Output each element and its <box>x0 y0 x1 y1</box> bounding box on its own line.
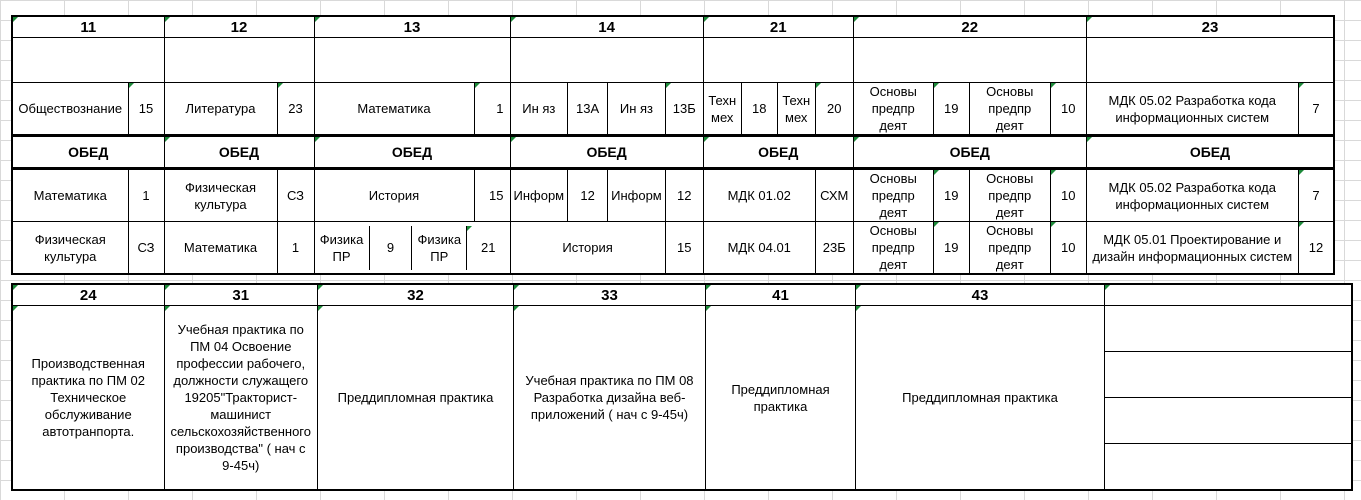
practice-row <box>12 306 1352 491</box>
lunch-cell: ОБЕД <box>12 136 164 169</box>
empty-cell <box>1105 444 1352 489</box>
practice-cell-24: Производственная практика по ПМ 02 Техническое обслуживание автотранпорта. <box>12 306 164 491</box>
empty-cell <box>853 38 1086 83</box>
subject-cell: Физическая культура <box>12 222 128 275</box>
room-cell: 10 <box>1050 83 1086 136</box>
room-cell: 13Б <box>665 83 703 136</box>
subject-cell: Физическая культура <box>164 169 277 222</box>
empty-cell <box>314 38 510 83</box>
subject-cell: Математика <box>12 169 128 222</box>
room-cell: СЗ <box>277 169 314 222</box>
schedule-table-top <box>11 15 1335 275</box>
practice-cell-32: Преддипломная практика <box>317 306 513 491</box>
group-header-13: 13 <box>314 16 510 38</box>
empty-cell <box>1105 398 1352 444</box>
lunch-cell: ОБЕД <box>703 136 853 169</box>
room-cell: 23 <box>277 83 314 136</box>
room-cell: 12 <box>665 169 703 222</box>
group-header-23: 23 <box>1086 16 1334 38</box>
lesson-row-4 <box>12 222 1334 275</box>
subject-cell: МДК 05.02 Разработка кода информационных систем <box>1086 169 1298 222</box>
group-header-33: 33 <box>513 284 705 306</box>
empty-cell <box>12 38 164 83</box>
subject-cell: Основы предпр деят <box>853 83 933 136</box>
empty-cell <box>1086 38 1334 83</box>
room-cell: 20 <box>815 83 853 136</box>
group-header-41: 41 <box>705 284 855 306</box>
room-cell: 9 <box>369 226 412 270</box>
group-header-row <box>12 284 1352 306</box>
subject-cell: МДК 05.01 Проектирование и дизайн информационных систем <box>1086 222 1298 275</box>
room-cell: 19 <box>933 83 969 136</box>
empty-cell <box>510 38 703 83</box>
lunch-cell: ОБЕД <box>314 136 510 169</box>
subject-cell: МДК 05.02 Разработка кода информационных систем <box>1086 83 1298 136</box>
subject-cell: Ин яз <box>608 83 666 136</box>
subject-cell: Основы предпр деят <box>969 169 1050 222</box>
lesson-row-3 <box>12 169 1334 222</box>
subject-cell: Математика <box>164 222 277 275</box>
group-header-31: 31 <box>164 284 317 306</box>
room-cell: 19 <box>933 169 969 222</box>
split-cell <box>314 222 510 275</box>
group-header-43: 43 <box>855 284 1104 306</box>
room-cell: 18 <box>741 83 777 136</box>
subject-cell: Техн мех <box>777 83 815 136</box>
group-header-11: 11 <box>12 16 164 38</box>
room-cell: СХМ <box>815 169 853 222</box>
subject-cell: Литература <box>164 83 277 136</box>
room-cell: 15 <box>665 222 703 275</box>
subject-cell: Техн мех <box>703 83 741 136</box>
room-cell: 10 <box>1050 222 1086 275</box>
empty-cell <box>1105 352 1352 398</box>
empty-panel <box>1104 306 1352 491</box>
group-header-32: 32 <box>317 284 513 306</box>
practice-cell-31: Учебная практика по ПМ 04 Освоение профессии рабочего, должности служащего 19205"Тракторист-машинист сельскохозяйственного производства" ( нач с 9-45ч) <box>164 306 317 491</box>
empty-cell <box>703 38 853 83</box>
group-header-22: 22 <box>853 16 1086 38</box>
group-header-empty <box>1104 284 1352 306</box>
room-cell: 21 <box>467 226 510 270</box>
subject-cell: История <box>510 222 665 275</box>
subject-cell: Основы предпр деят <box>853 169 933 222</box>
room-cell: 15 <box>128 83 164 136</box>
lesson-row-1 <box>12 83 1334 136</box>
empty-cell <box>1105 306 1352 352</box>
subject-cell: История <box>314 169 474 222</box>
room-cell: 1 <box>474 83 510 136</box>
lunch-row <box>12 136 1334 169</box>
room-cell: 15 <box>474 169 510 222</box>
empty-cell <box>164 38 314 83</box>
group-header-24: 24 <box>12 284 164 306</box>
room-cell: 10 <box>1050 169 1086 222</box>
room-cell: 12 <box>1298 222 1334 275</box>
empty-lesson-row <box>12 38 1334 83</box>
group-header-12: 12 <box>164 16 314 38</box>
room-cell: 12 <box>568 169 608 222</box>
room-cell: 13А <box>568 83 608 136</box>
subject-cell: МДК 04.01 <box>703 222 815 275</box>
room-cell: СЗ <box>128 222 164 275</box>
group-header-21: 21 <box>703 16 853 38</box>
lunch-cell: ОБЕД <box>1086 136 1334 169</box>
practice-cell-43: Преддипломная практика <box>855 306 1104 491</box>
subject-cell: Информ <box>608 169 666 222</box>
room-cell: 1 <box>128 169 164 222</box>
subject-cell: Ин яз <box>510 83 568 136</box>
room-cell: 19 <box>933 222 969 275</box>
lunch-cell: ОБЕД <box>164 136 314 169</box>
practice-cell-41: Преддипломная практика <box>705 306 855 491</box>
room-cell: 23Б <box>815 222 853 275</box>
room-cell: 7 <box>1298 83 1334 136</box>
subject-cell: Физика ПР <box>315 226 370 270</box>
lunch-cell: ОБЕД <box>510 136 703 169</box>
subject-cell: Информ <box>510 169 568 222</box>
room-cell: 7 <box>1298 169 1334 222</box>
subject-cell: МДК 01.02 <box>703 169 815 222</box>
lunch-cell: ОБЕД <box>853 136 1086 169</box>
group-header-14: 14 <box>510 16 703 38</box>
schedule-table-bottom <box>11 283 1353 491</box>
subject-cell: Математика <box>314 83 474 136</box>
subject-cell: Основы предпр деят <box>969 222 1050 275</box>
subject-cell: Основы предпр деят <box>969 83 1050 136</box>
subject-cell: Основы предпр деят <box>853 222 933 275</box>
group-header-row <box>12 16 1334 38</box>
room-cell: 1 <box>277 222 314 275</box>
practice-cell-33: Учебная практика по ПМ 08 Разработка дизайна веб-приложений ( нач с 9-45ч) <box>513 306 705 491</box>
subject-cell: Обществознание <box>12 83 128 136</box>
subject-cell: Физика ПР <box>412 226 467 270</box>
